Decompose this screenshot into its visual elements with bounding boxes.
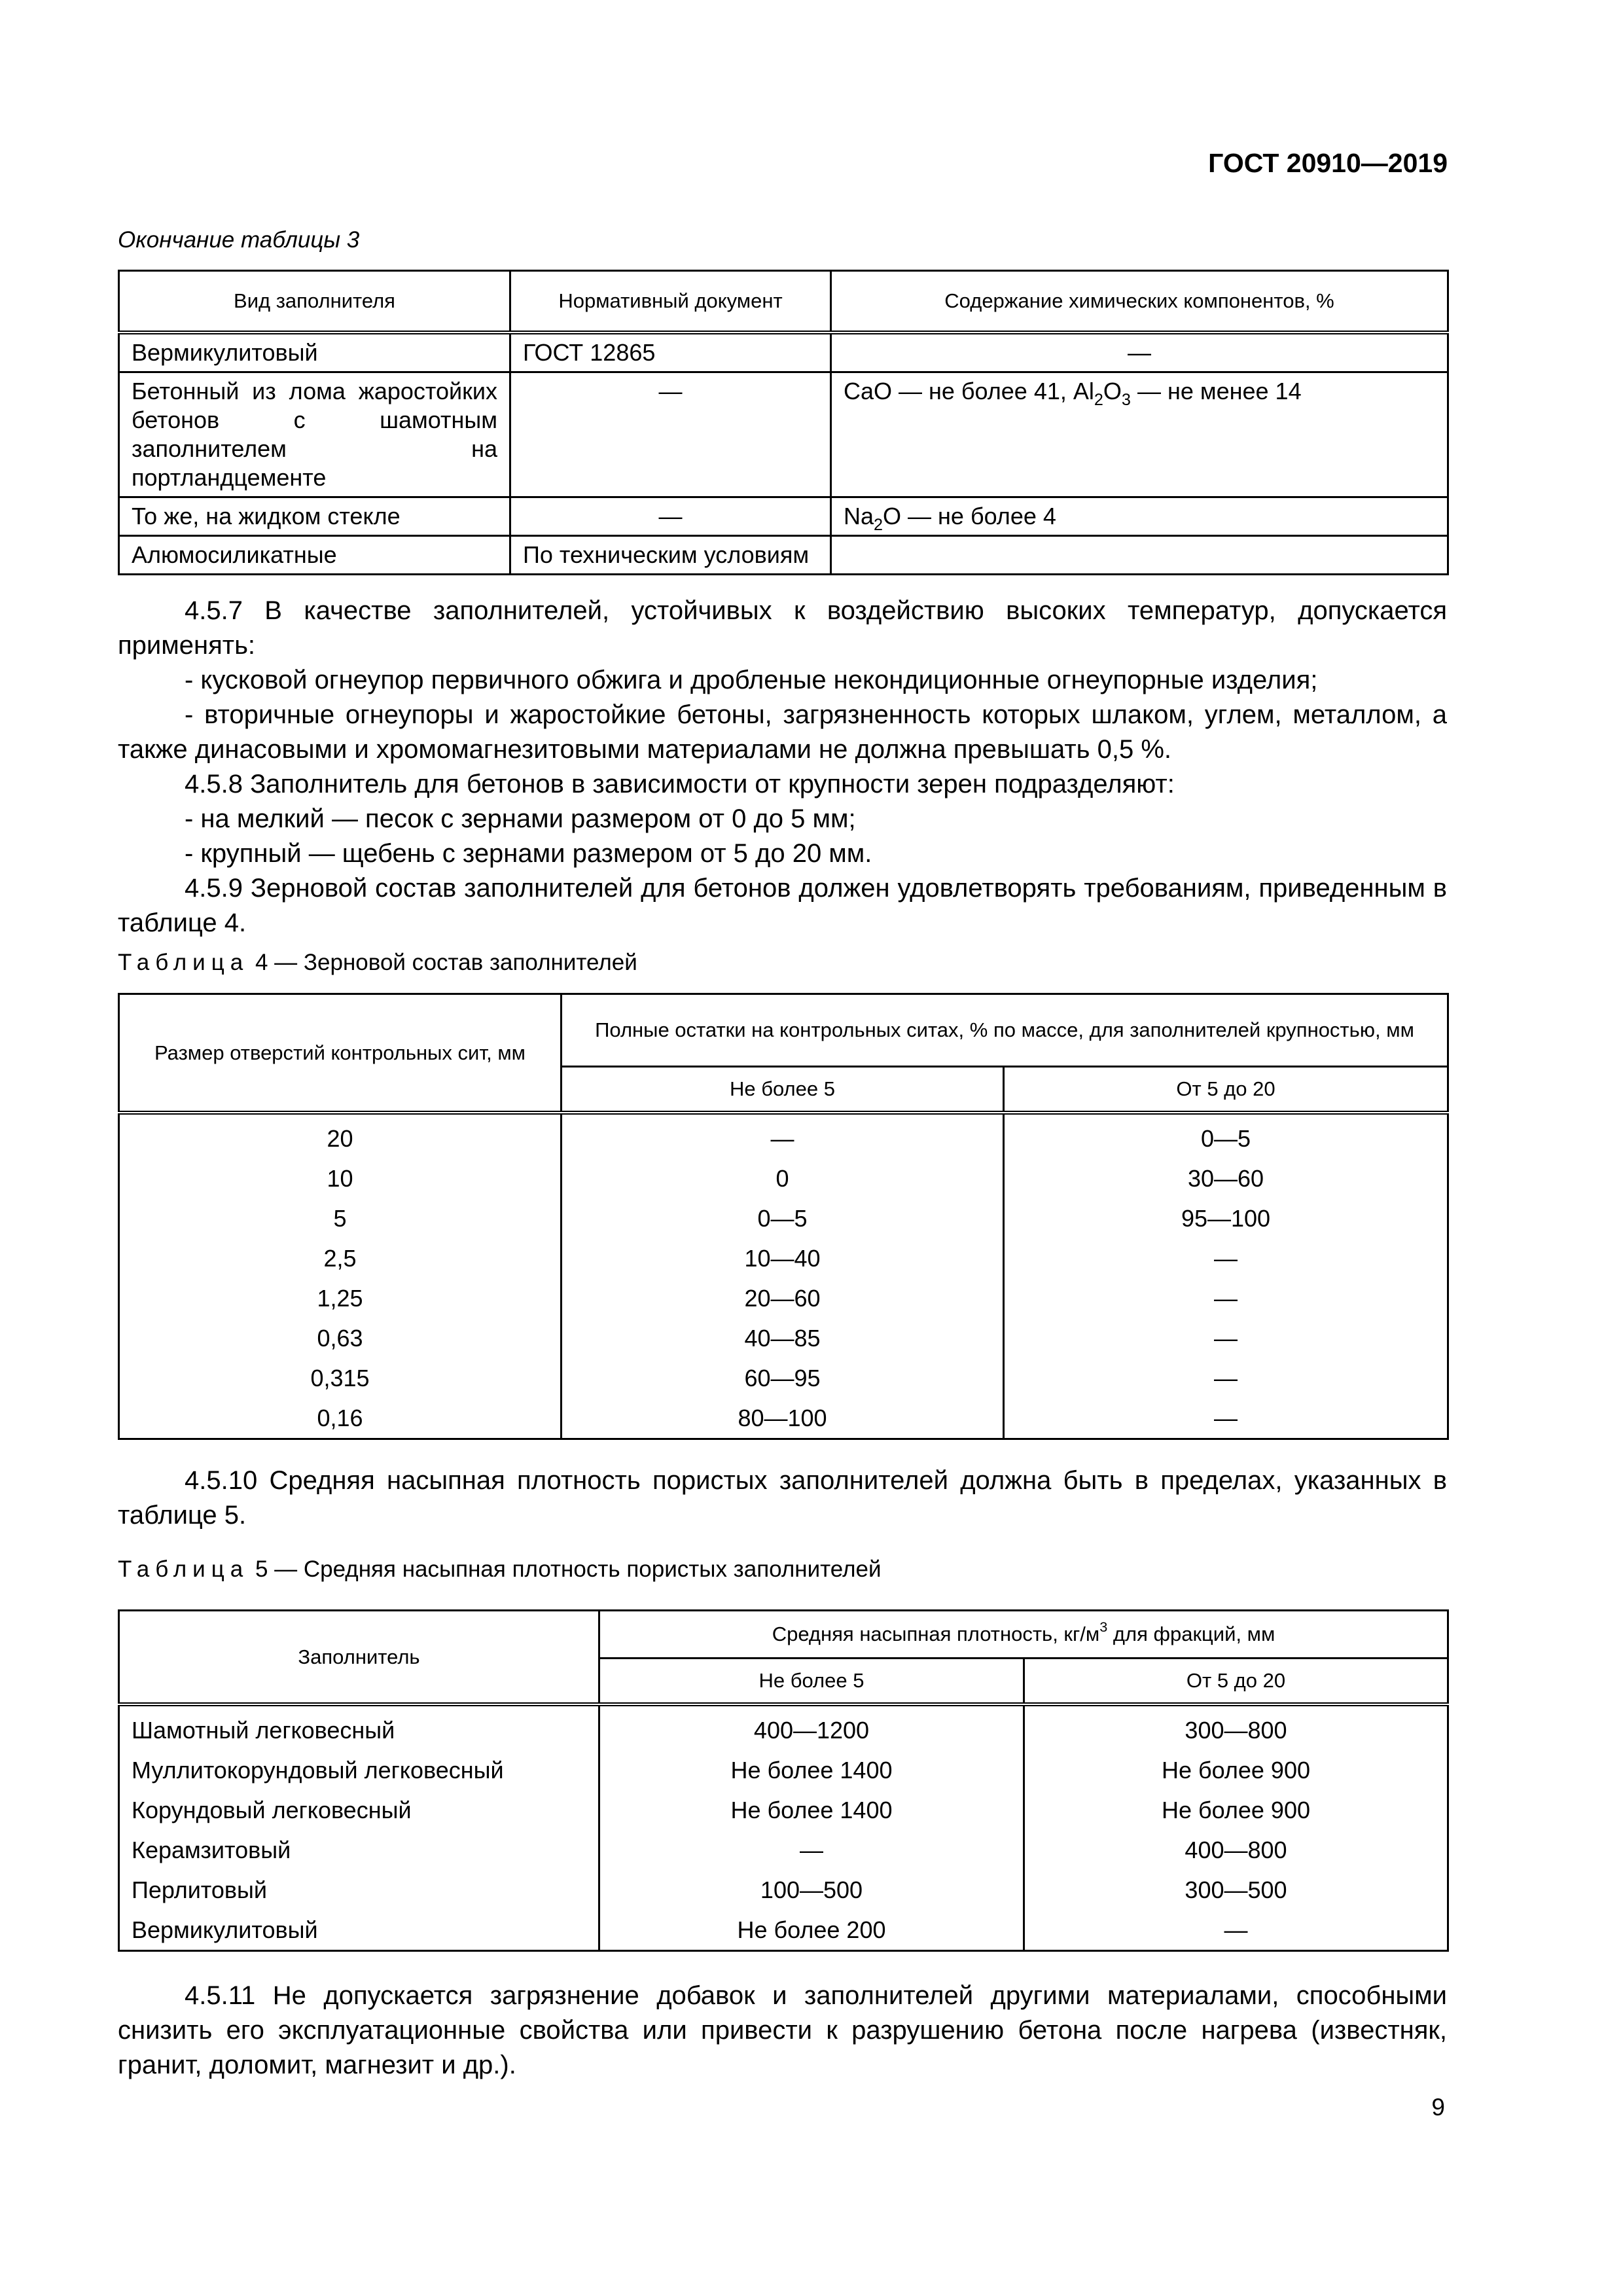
table5-cell: Перлитовый <box>119 1870 599 1910</box>
formula-subscript: 2 <box>1094 391 1103 409</box>
paragraph-4-5-9: 4.5.9 Зерновой состав заполнителей для бетонов должен удовлетворять требованиям, приведенным в таблице 4. <box>118 874 1447 937</box>
table4-cell: 20 <box>119 1113 562 1158</box>
table4-cell: 40—85 <box>562 1318 1004 1358</box>
table4-header-col2: От 5 до 20 <box>1004 1067 1448 1113</box>
table4-caption <box>118 950 637 976</box>
table5-caption-word: Таблица <box>118 1556 249 1582</box>
table4-cell: 95—100 <box>1004 1198 1448 1238</box>
table5-cell: Не более 900 <box>1024 1750 1448 1790</box>
table5-cell: 400—1200 <box>599 1704 1024 1750</box>
formula-text: CaO — не более 41, Al <box>844 378 1094 404</box>
list-item: - на мелкий — песок с зернами размером от 0 до 5 мм; <box>185 804 856 833</box>
list-item: - крупный — щебень с зернами размером от 5 до 20 мм. <box>185 839 872 868</box>
table-row <box>119 536 1448 575</box>
page-number: 9 <box>1431 2094 1445 2121</box>
table4-cell: 0,16 <box>119 1398 562 1439</box>
table3-cell: То же, на жидком стекле <box>119 497 510 536</box>
table-row <box>119 1318 1448 1358</box>
paragraph-4-5-10: 4.5.10 Средняя насыпная плотность пористых заполнителей должна быть в пределах, указанных в таблице 5. <box>118 1466 1447 1530</box>
table4-cell: 0,63 <box>119 1318 562 1358</box>
table5-header-group <box>599 1611 1448 1659</box>
table4-cell: 30—60 <box>1004 1158 1448 1198</box>
table-row <box>119 1830 1448 1870</box>
table5-cell: Не более 200 <box>599 1910 1024 1951</box>
formula-subscript: 2 <box>874 516 883 534</box>
table3-cell: — <box>510 497 831 536</box>
table3-cell: ГОСТ 12865 <box>510 332 831 372</box>
table5-header-filler: Заполнитель <box>119 1611 599 1705</box>
table5-cell: Корундовый легковесный <box>119 1790 599 1830</box>
table5-cell: 400—800 <box>1024 1830 1448 1870</box>
table5-cell: Шамотный легковесный <box>119 1704 599 1750</box>
table5-cell: 100—500 <box>599 1870 1024 1910</box>
table-row <box>119 1910 1448 1951</box>
table3-header-content: Содержание химических компонентов, % <box>831 271 1448 333</box>
table4-caption-word: Таблица <box>118 950 249 975</box>
table3-cell: Алюмосиликатные <box>119 536 510 575</box>
table5-caption-title: 5 — Средняя насыпная плотность пористых заполнителей <box>249 1556 882 1582</box>
table4-cell: 0 <box>562 1158 1004 1198</box>
table4-cell: 10—40 <box>562 1238 1004 1278</box>
section-4-5-10 <box>118 1463 1447 1533</box>
table-row <box>119 1790 1448 1830</box>
table-3 <box>118 270 1449 575</box>
table4-cell: 0,315 <box>119 1358 562 1398</box>
table4-cell: 10 <box>119 1158 562 1198</box>
formula-text: O — не более 4 <box>883 503 1056 529</box>
table-row <box>119 1113 1448 1158</box>
table4-cell: — <box>1004 1318 1448 1358</box>
table4-cell: — <box>1004 1278 1448 1318</box>
table5-caption <box>118 1556 882 1583</box>
paragraph-4-5-11: 4.5.11 Не допускается загрязнение добавок и заполнителей другими материалами, способными снизить его эксплуатационные свойства или привести к разрушению бетона после нагрева (известняк, гранит, доломит, магнезит и др.). <box>118 1981 1447 2079</box>
table-row <box>119 1870 1448 1910</box>
superscript: 3 <box>1099 1619 1108 1635</box>
table5-header-group-text: для фракций, мм <box>1107 1623 1275 1645</box>
formula-text: — не менее 14 <box>1130 378 1302 404</box>
table-row <box>119 332 1448 372</box>
table-row <box>119 497 1448 536</box>
table-4 <box>118 993 1449 1440</box>
table5-header-col1: Не более 5 <box>599 1659 1024 1705</box>
section-4-5-7 <box>118 594 1447 941</box>
table-row <box>119 372 1448 497</box>
table4-cell: — <box>1004 1358 1448 1398</box>
table-row <box>119 1358 1448 1398</box>
table-5 <box>118 1609 1449 1952</box>
table5-cell: Вермикулитовый <box>119 1910 599 1951</box>
table3-cell: Бетонный из лома жаростойких бетонов с шамотным заполнителем на портландцементе <box>119 372 510 497</box>
table3-cell: — <box>831 332 1448 372</box>
table-row <box>119 1750 1448 1790</box>
table-row <box>119 1278 1448 1318</box>
table3-header-doc: Нормативный документ <box>510 271 831 333</box>
table5-cell: — <box>599 1830 1024 1870</box>
table4-header-col1: Не более 5 <box>562 1067 1004 1113</box>
list-item: - вторичные огнеупоры и жаростойкие бетоны, загрязненность которых шлаком, углем, металлом, а также динасовыми и хромомагнезитовыми материалами не должна превышать 0,5 %. <box>118 700 1447 764</box>
table3-cell <box>831 536 1448 575</box>
table4-cell: 0—5 <box>1004 1113 1448 1158</box>
table5-cell: Не более 1400 <box>599 1790 1024 1830</box>
table3-cell: Вермикулитовый <box>119 332 510 372</box>
table3-cell: По техническим условиям <box>510 536 831 575</box>
table3-cell: — <box>510 372 831 497</box>
table3-cell <box>831 372 1448 497</box>
table3-cell <box>831 497 1448 536</box>
table5-cell: Керамзитовый <box>119 1830 599 1870</box>
formula-subscript: 3 <box>1121 391 1131 409</box>
table4-cell: 20—60 <box>562 1278 1004 1318</box>
table5-header-group-text: Средняя насыпная плотность, кг/м <box>772 1623 1100 1645</box>
formula-text: O <box>1103 378 1122 404</box>
table4-cell: 0—5 <box>562 1198 1004 1238</box>
formula-text: Na <box>844 503 874 529</box>
table4-cell: — <box>1004 1238 1448 1278</box>
table5-cell: 300—500 <box>1024 1870 1448 1910</box>
table-row <box>119 1158 1448 1198</box>
table5-cell: — <box>1024 1910 1448 1951</box>
table4-caption-title: 4 — Зерновой состав заполнителей <box>249 950 637 975</box>
table3-caption: Окончание таблицы 3 <box>118 227 360 253</box>
table5-header-col2: От 5 до 20 <box>1024 1659 1448 1705</box>
doc-code: ГОСТ 20910—2019 <box>1208 148 1448 178</box>
list-item: - кусковой огнеупор первичного обжига и дробленые некондиционные огнеупорные изделия; <box>185 666 1318 694</box>
paragraph-4-5-8: 4.5.8 Заполнитель для бетонов в зависимости от крупности зерен подразделяют: <box>185 770 1175 798</box>
table-row <box>119 1398 1448 1439</box>
table4-cell: 2,5 <box>119 1238 562 1278</box>
table4-header-size: Размер отверстий контрольных сит, мм <box>119 994 562 1113</box>
table3-header-type: Вид заполнителя <box>119 271 510 333</box>
table-row <box>119 1704 1448 1750</box>
table-row <box>119 1198 1448 1238</box>
table-row <box>119 1238 1448 1278</box>
table4-cell: 5 <box>119 1198 562 1238</box>
table5-cell: 300—800 <box>1024 1704 1448 1750</box>
section-4-5-11 <box>118 1979 1447 2083</box>
table5-cell: Не более 1400 <box>599 1750 1024 1790</box>
table5-cell: Не более 900 <box>1024 1790 1448 1830</box>
table4-cell: — <box>1004 1398 1448 1439</box>
table4-header-group: Полные остатки на контрольных ситах, % по массе, для заполнителей крупностью, мм <box>562 994 1448 1067</box>
table4-cell: — <box>562 1113 1004 1158</box>
paragraph-4-5-7: 4.5.7 В качестве заполнителей, устойчивых к воздействию высоких температур, допускается применять: <box>118 596 1447 660</box>
table4-cell: 80—100 <box>562 1398 1004 1439</box>
table4-cell: 1,25 <box>119 1278 562 1318</box>
table5-cell: Муллитокорундовый легковесный <box>119 1750 599 1790</box>
table4-cell: 60—95 <box>562 1358 1004 1398</box>
